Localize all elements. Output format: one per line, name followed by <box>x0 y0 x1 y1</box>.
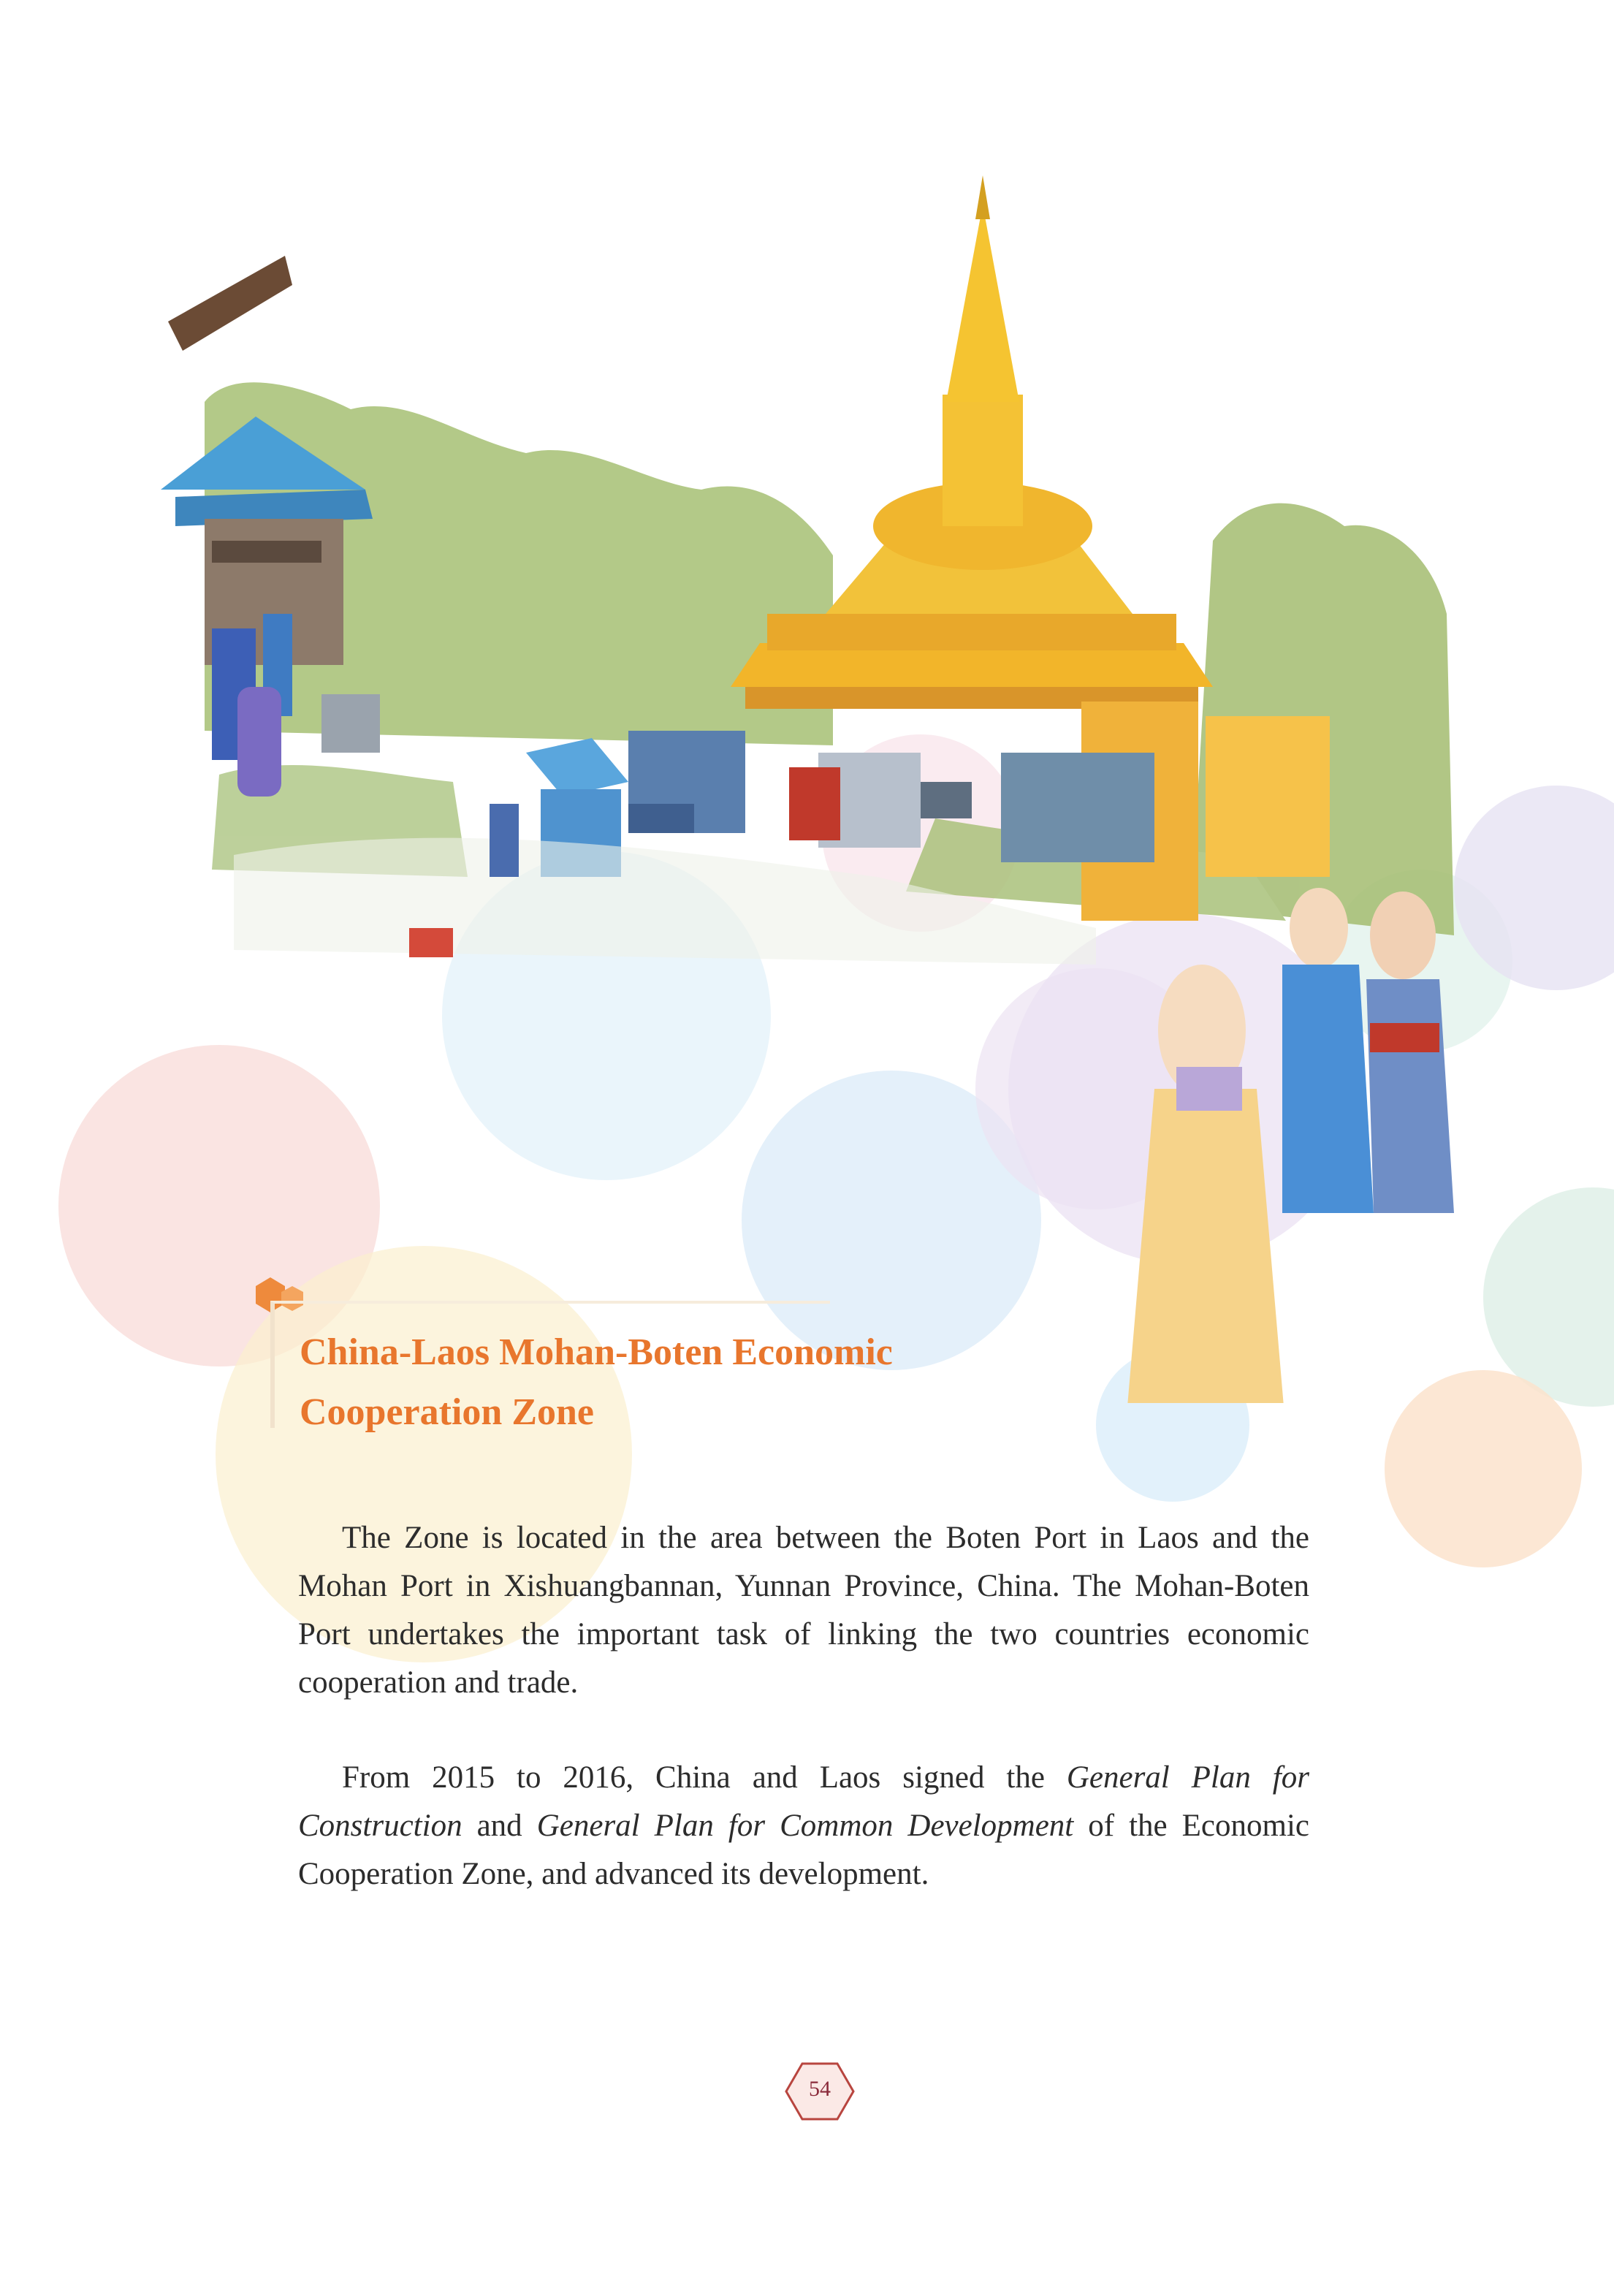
section-title-block <box>241 1271 1045 1447</box>
paragraph-1: The Zone is located in the area between the Boten Port in Laos and the Mohan Port in Xishuangbannan, Yunnan Province, China. The Mohan-Boten Port undertakes the important task of linking the two countries economic cooperation and trade. <box>298 1521 1309 1700</box>
paragraph-2-part1: From 2015 to 2016, China and Laos signed the <box>342 1760 1067 1795</box>
border-gate-illustration <box>146 175 1476 1403</box>
trucks <box>628 731 1154 862</box>
plan-common-development-title: General Plan for Common Development <box>536 1809 1074 1843</box>
section-title-line2: Cooperation Zone <box>300 1391 594 1433</box>
paragraph-2 <box>298 1754 1309 1898</box>
section-title <box>300 1323 1030 1442</box>
section-title-line1: China-Laos Mohan-Boten Economic <box>300 1331 893 1373</box>
three-women <box>1125 888 1454 1403</box>
page-number-badge <box>785 2061 855 2122</box>
paragraph-2-part3: of the Economic Cooperation Zone, and advanced its development. <box>298 1809 1309 1891</box>
body-text <box>298 1514 1309 1945</box>
paragraph-2-part2: and <box>462 1809 537 1843</box>
page-number: 54 <box>809 2077 831 2101</box>
plan-construction-title: General Plan for Construction <box>298 1760 1309 1843</box>
